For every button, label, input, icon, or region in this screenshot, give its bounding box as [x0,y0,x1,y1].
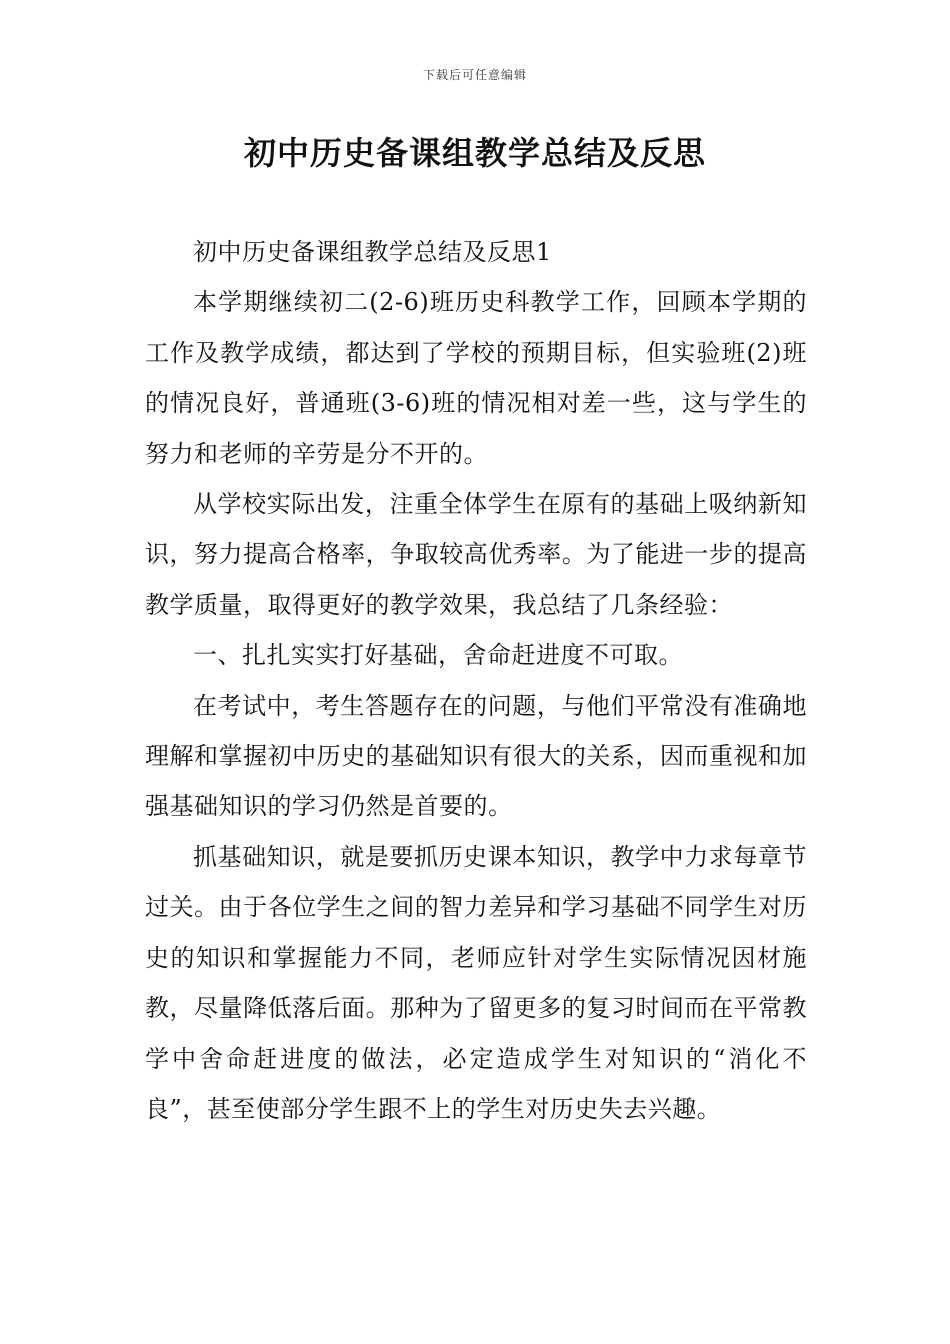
section-heading: 初中历史备课组教学总结及反思1 [193,238,552,266]
document-body [145,227,807,1134]
header-note: 下载后可任意编辑 [422,68,527,82]
paragraph: 一、扎扎实实打好基础，舍命赶进度不可取。 [193,641,683,670]
paragraph: 从学校实际出发，注重全体学生在原有的基础上吸纳新知识，努力提高合格率，争取较高优秀率。为了能进一步的提高教学质量，取得更好的教学效果，我总结了几条经验： [145,490,807,619]
paragraph: 抓基础知识，就是要抓历史课本知识，教学中力求每章节过关。由于各位学生之间的智力差异和学习基础不同学生对历史的知识和掌握能力不同，老师应针对学生实际情况因材施教，尽量降低落后面。那种为了留更多的复习时间而在平常教学中舍命赶进度的做法，必定造成学生对知识的“消化不良”，甚至使部分学生跟不上的学生对历史失去兴趣。 [145,842,807,1123]
paragraph: 在考试中，考生答题存在的问题，与他们平常没有准确地理解和掌握初中历史的基础知识有很大的关系，因而重视和加强基础知识的学习仍然是首要的。 [145,691,807,821]
document-title: 初中历史备课组教学总结及反思 [243,134,706,172]
paragraph: 本学期继续初二(2-6)班历史科教学工作，回顾本学期的工作及教学成绩，都达到了学校的预期目标，但实验班(2)班的情况良好，普通班(3-6)班的情况相对差一些，这与学生的努力和老师的辛劳是分不开的。 [145,288,807,468]
